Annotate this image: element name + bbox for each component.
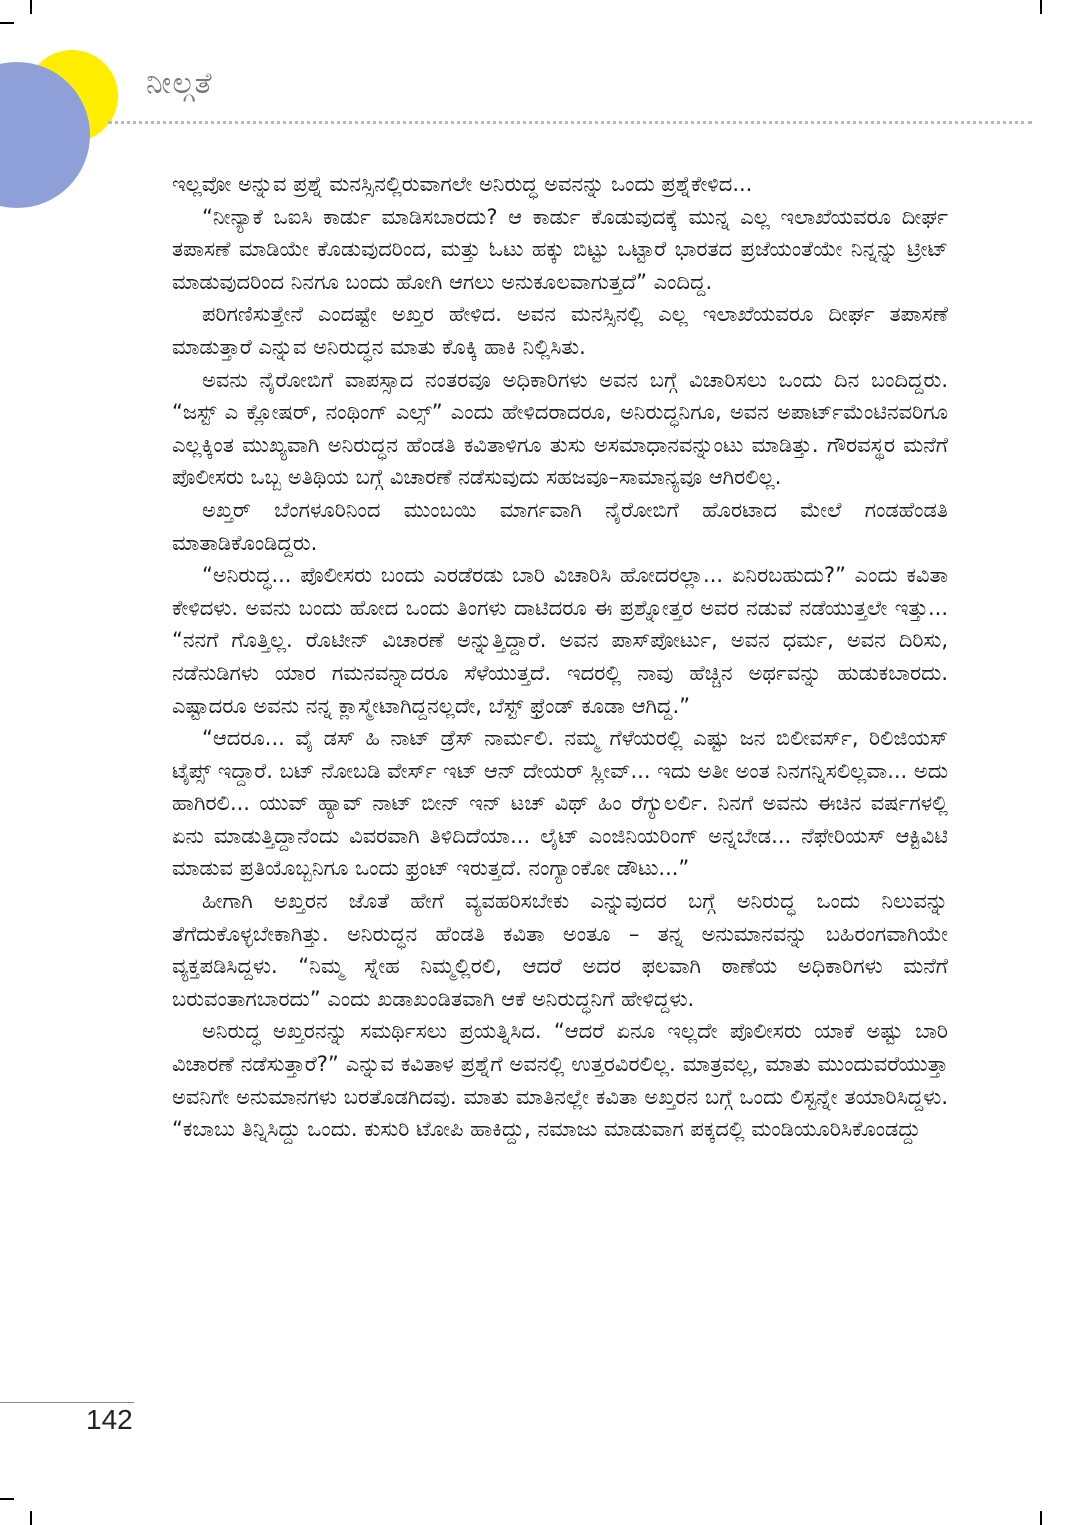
paragraph: “ಅನಿರುದ್ಧ... ಪೊಲೀಸರು ಬಂದು ಎರಡೆರಡು ಬಾರಿ ವಿಚಾರಿಸಿ ಹೋದರಲ್ಲಾ... ಏನಿರಬಹುದು?” ಎಂದು ಕವಿತಾ ಕೇಳಿದಳು. ಅವನು ಬಂದು ಹೋದ ಒಂದು ತಿಂಗಳು ದಾಟಿದರೂ ಈ ಪ್ರಶ್ನೋತ್ತರ ಅವರ ನಡುವೆ ನಡೆಯುತ್ತಲೇ ಇತ್ತು... “ನನಗೆ ಗೊತ್ತಿಲ್ಲ. ರೊಟೀನ್ ವಿಚಾರಣೆ ಅನ್ನುತ್ತಿದ್ದಾರೆ. ಅವನ ಪಾಸ್‌ಪೋರ್ಟು, ಅವನ ಧರ್ಮ, ಅವನ ದಿರಿಸು, ನಡೆನುಡಿಗಳು ಯಾರ ಗಮನವನ್ನಾದರೂ ಸೆಳೆಯುತ್ತದೆ. ಇದರಲ್ಲಿ ನಾವು ಹೆಚ್ಚಿನ ಅರ್ಥವನ್ನು ಹುಡುಕಬಾರದು. ಎಷ್ಟಾದರೂ ಅವನು ನನ್ನ ಕ್ಲಾಸ್ಮೇಟಾಗಿದ್ದನಲ್ಲದೇ, ಬೆಸ್ಟ್ ಫ್ರೆಂಡ್ ಕೂಡಾ ಆಗಿದ್ದ.”	[172, 563, 948, 718]
crop-mark-top-left	[30, 0, 32, 14]
page-number: 142	[86, 1404, 133, 1435]
crop-mark-bottom-left	[30, 1511, 32, 1525]
paragraph: ಅಖ್ತರ್ ಬೆಂಗಳೂರಿನಿಂದ ಮುಂಬಯಿ ಮಾರ್ಗವಾಗಿ ನೈರೋಬಿಗೆ ಹೊರಟಾದ ಮೇಲೆ ಗಂಡಹೆಂಡತಿ ಮಾತಾಡಿಕೊಂಡಿದ್ದರು.	[172, 497, 948, 555]
paragraph: “ಆದರೂ... ವೈ ಡಸ್ ಹಿ ನಾಟ್ ಡ್ರೆಸ್ ನಾರ್ಮಲಿ. ನಮ್ಮ ಗೆಳೆಯರಲ್ಲಿ ಎಷ್ಟು ಜನ ಬಿಲೀವರ್ಸ್, ರಿಲಿಜಿಯಸ್ ಟೈಪ್ಸ್ ಇದ್ದಾರೆ. ಬಟ್ ನೋಬಡಿ ವೇರ್ಸ್ ಇಟ್ ಆನ್ ದೇಯರ್ ಸ್ಲೀವ್... ಇದು ಅತೀ ಅಂತ ನಿನಗನ್ನಿಸಲಿಲ್ಲವಾ... ಅದು ಹಾಗಿರಲಿ... ಯುವ್ ಹ್ಯಾವ್ ನಾಟ್ ಬೀನ್ ಇನ್ ಟಚ್ ವಿಥ್ ಹಿಂ ರೆಗ್ಯುಲರ್ಲಿ. ನಿನಗೆ ಅವನು ಈಚಿನ ವರ್ಷಗಳಲ್ಲಿ ಏನು ಮಾಡುತ್ತಿದ್ದಾನೆಂದು ವಿವರವಾಗಿ ತಿಳಿದಿದೆಯಾ... ಲೈಟ್ ಎಂಜಿನಿಯರಿಂಗ್ ಅನ್ನಬೇಡ... ನೆಫೇರಿಯಸ್ ಆಕ್ಟಿವಿಟಿ ಮಾಡುವ ಪ್ರತಿಯೊಬ್ಬನಿಗೂ ಒಂದು ಫ್ರಂಟ್ ಇರುತ್ತದೆ. ನಂಗ್ಯಾಂಕೋ ಡೌಟು...”	[172, 726, 948, 881]
crop-mark-bottom-right	[1040, 1511, 1042, 1525]
footer-rule	[0, 1402, 134, 1403]
paragraph: ಹೀಗಾಗಿ ಅಖ್ತರನ ಜೊತೆ ಹೇಗೆ ವ್ಯವಹರಿಸಬೇಕು ಎನ್ನುವುದರ ಬಗ್ಗೆ ಅನಿರುದ್ಧ ಒಂದು ನಿಲುವನ್ನು ತೆಗೆದುಕೊಳ್ಳಬೇಕಾಗಿತ್ತು. ಅನಿರುದ್ಧನ ಹೆಂಡತಿ ಕವಿತಾ ಅಂತೂ – ತನ್ನ ಅನುಮಾನವನ್ನು ಬಹಿರಂಗವಾಗಿಯೇ ವ್ಯಕ್ತಪಡಿಸಿದ್ದಳು. “ನಿಮ್ಮ ಸ್ನೇಹ ನಿಮ್ಮಲ್ಲಿರಲಿ, ಆದರೆ ಅದರ ಫಲವಾಗಿ ಠಾಣೆಯ ಅಧಿಕಾರಿಗಳು ಮನೆಗೆ ಬರುವಂತಾಗಬಾರದು” ಎಂದು ಖಡಾಖಂಡಿತವಾಗಿ ಆಕೆ ಅನಿರುದ್ಧನಿಗೆ ಹೇಳಿದ್ದಳು.	[172, 889, 948, 1011]
crop-mark-left-top	[0, 22, 14, 24]
paragraph: “ನೀನ್ಯಾಕೆ ಒಐಸಿ ಕಾರ್ಡು ಮಾಡಿಸಬಾರದು? ಆ ಕಾರ್ಡು ಕೊಡುವುದಕ್ಕೆ ಮುನ್ನ ಎಲ್ಲ ಇಲಾಖೆಯವರೂ ದೀರ್ಘ ತಪಾಸಣೆ ಮಾಡಿಯೇ ಕೊಡುವುದರಿಂದ, ಮತ್ತು ಓಟು ಹಕ್ಕು ಬಿಟ್ಟು ಒಟ್ಟಾರೆ ಭಾರತದ ಪ್ರಜೆಯಂತೆಯೇ ನಿನ್ನನ್ನು ಟ್ರೀಟ್ ಮಾಡುವುದರಿಂದ ನಿನಗೂ ಬಂದು ಹೋಗಿ ಆಗಲು ಅನುಕೂಲವಾಗುತ್ತದೆ” ಎಂದಿದ್ದ.	[172, 204, 948, 294]
body-text	[172, 168, 948, 1146]
paragraph: ಅವನು ನೈರೋಬಿಗೆ ವಾಪಸ್ಸಾದ ನಂತರವೂ ಅಧಿಕಾರಿಗಳು ಅವನ ಬಗ್ಗೆ ವಿಚಾರಿಸಲು ಒಂದು ದಿನ ಬಂದಿದ್ದರು. “ಜಸ್ಟ್ ಎ ಕ್ಲೋಷರ್, ನಂಥಿಂಗ್ ಎಲ್ಸ್” ಎಂದು ಹೇಳಿದರಾದರೂ, ಅನಿರುದ್ಧನಿಗೂ, ಅವನ ಅಪಾರ್ಟ್‌ಮೆಂಟಿನವರಿಗೂ ಎಲ್ಲಕ್ಕಿಂತ ಮುಖ್ಯವಾಗಿ ಅನಿರುದ್ಧನ ಹೆಂಡತಿ ಕವಿತಾಳಿಗೂ ತುಸು ಅಸಮಾಧಾನವನ್ನುಂಟು ಮಾಡಿತ್ತು. ಗೌರವಸ್ಥರ ಮನೆಗೆ ಪೊಲೀಸರು ಒಬ್ಬ ಅತಿಥಿಯ ಬಗ್ಗೆ ವಿಚಾರಣೆ ನಡೆಸುವುದು ಸಹಜವೂ–ಸಾಮಾನ್ಯವೂ ಆಗಿರಲಿಲ್ಲ.	[172, 367, 948, 490]
paragraph: ಅನಿರುದ್ಧ ಅಖ್ತರನನ್ನು ಸಮರ್ಥಿಸಲು ಪ್ರಯತ್ನಿಸಿದ. “ಆದರೆ ಏನೂ ಇಲ್ಲದೇ ಪೊಲೀಸರು ಯಾಕೆ ಅಷ್ಟು ಬಾರಿ ವಿಚಾರಣೆ ನಡೆಸುತ್ತಾರೆ?” ಎನ್ನುವ ಕವಿತಾಳ ಪ್ರಶ್ನೆಗೆ ಅವನಲ್ಲಿ ಉತ್ತರವಿರಲಿಲ್ಲ. ಮಾತ್ರವಲ್ಲ, ಮಾತು ಮುಂದುವರೆಯುತ್ತಾ ಅವನಿಗೇ ಅನುಮಾನಗಳು ಬರತೊಡಗಿದವು. ಮಾತು ಮಾತಿನಲ್ಲೇ ಕವಿತಾ ಅಖ್ತರನ ಬಗ್ಗೆ ಒಂದು ಲಿಸ್ಟನ್ನೇ ತಯಾರಿಸಿದ್ದಳು. “ಕಬಾಬು ತಿನ್ನಿಸಿದ್ದು ಒಂದು. ಕುಸುರಿ ಟೋಪಿ ಹಾಕಿದ್ದು, ನಮಾಜು ಮಾಡುವಾಗ ಪಕ್ಕದಲ್ಲಿ ಮಂಡಿಯೂರಿಸಿಕೊಂಡದ್ದು	[172, 1019, 948, 1142]
paragraph: ಇಲ್ಲವೋ ಅನ್ನುವ ಪ್ರಶ್ನೆ ಮನಸ್ಸಿನಲ್ಲಿರುವಾಗಲೇ ಅನಿರುದ್ಧ ಅವನನ್ನು ಒಂದು ಪ್ರಶ್ನೆಕೇಳಿದ...	[172, 172, 753, 196]
paragraph: ಪರಿಗಣಿಸುತ್ತೇನೆ ಎಂದಷ್ಟೇ ಅಖ್ತರ ಹೇಳಿದ. ಅವನ ಮನಸ್ಸಿನಲ್ಲಿ ಎಲ್ಲ ಇಲಾಖೆಯವರೂ ದೀರ್ಘ ತಪಾಸಣೆ ಮಾಡುತ್ತಾರೆ ಎನ್ನುವ ಅನಿರುದ್ಧನ ಮಾತು ಕೊಕ್ಕಿ ಹಾಕಿ ನಿಲ್ಲಿಸಿತು.	[172, 302, 948, 359]
running-title: ನೀಲ್ಗತೆ	[146, 66, 213, 101]
header-dotted-rule	[108, 121, 1032, 124]
crop-mark-top-right	[1040, 0, 1042, 14]
crop-mark-left-bottom	[0, 1498, 14, 1500]
